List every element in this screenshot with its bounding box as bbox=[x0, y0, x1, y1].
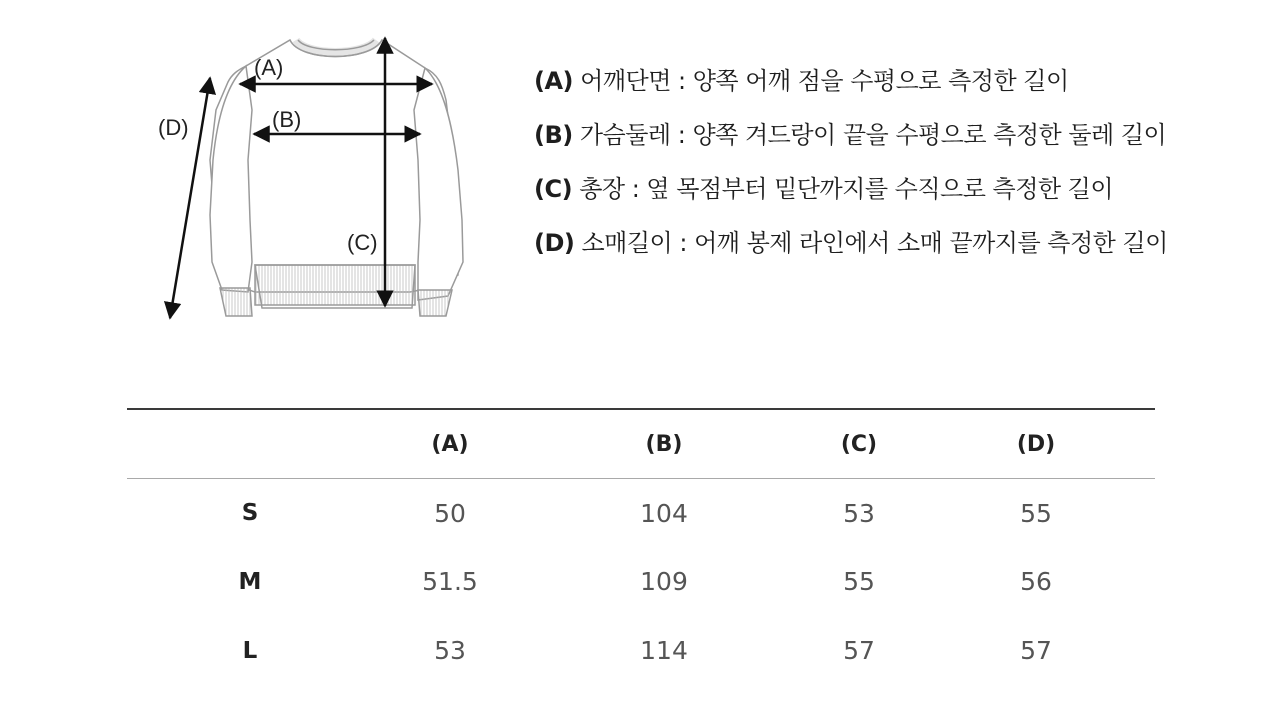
label-b: (B) bbox=[272, 107, 302, 132]
column-header-size bbox=[127, 409, 373, 479]
table-row bbox=[127, 479, 1155, 548]
legend-item-a bbox=[534, 62, 1168, 116]
table-cell: 57 bbox=[843, 636, 875, 665]
table-cell: 109 bbox=[640, 567, 688, 596]
measurement-legend bbox=[534, 62, 1168, 278]
size-chart-table bbox=[127, 408, 1155, 685]
column-header-b: (B) bbox=[527, 409, 801, 479]
legend-text: 가슴둘레 : 양쪽 겨드랑이 끝을 수평으로 측정한 둘레 길이 bbox=[579, 121, 1167, 149]
legend-key: (D) bbox=[534, 229, 575, 257]
column-header-c: (C) bbox=[801, 409, 917, 479]
size-label: S bbox=[241, 500, 259, 526]
size-label: M bbox=[238, 568, 262, 595]
legend-item-c bbox=[534, 170, 1168, 224]
arrow-d bbox=[170, 78, 210, 318]
legend-key: (B) bbox=[534, 121, 573, 149]
table-cell: 55 bbox=[1020, 498, 1052, 528]
table-cell: 57 bbox=[1020, 636, 1052, 665]
table-cell: 51.5 bbox=[422, 567, 478, 596]
legend-item-d bbox=[534, 224, 1168, 278]
table-cell: 56 bbox=[1020, 567, 1052, 596]
label-a: (A) bbox=[254, 55, 284, 80]
table-cell: 55 bbox=[843, 567, 875, 596]
table-cell: 114 bbox=[640, 636, 688, 665]
legend-item-b bbox=[534, 116, 1168, 170]
size-label: L bbox=[242, 637, 258, 664]
table-row bbox=[127, 547, 1155, 616]
label-d: (D) bbox=[158, 115, 189, 140]
table-cell: 53 bbox=[434, 636, 466, 665]
column-header-a: (A) bbox=[373, 409, 527, 479]
legend-text: 소매길이 : 어깨 봉제 라인에서 소매 끝까지를 측정한 길이 bbox=[581, 229, 1168, 257]
legend-text: 총장 : 옆 목점부터 밑단까지를 수직으로 측정한 길이 bbox=[579, 175, 1114, 203]
column-header-d: (D) bbox=[917, 409, 1155, 479]
legend-key: (C) bbox=[534, 175, 573, 203]
sweater-measurement-diagram bbox=[140, 28, 480, 328]
legend-key: (A) bbox=[534, 67, 574, 95]
table-header-row bbox=[127, 409, 1155, 479]
table-cell: 53 bbox=[843, 498, 875, 528]
table-cell: 50 bbox=[434, 498, 466, 528]
table-cell: 104 bbox=[640, 498, 688, 528]
legend-text: 어깨단면 : 양쪽 어깨 점을 수평으로 측정한 길이 bbox=[580, 67, 1069, 95]
label-c: (C) bbox=[347, 230, 378, 255]
table-row bbox=[127, 616, 1155, 685]
sweater-outline bbox=[210, 40, 463, 316]
